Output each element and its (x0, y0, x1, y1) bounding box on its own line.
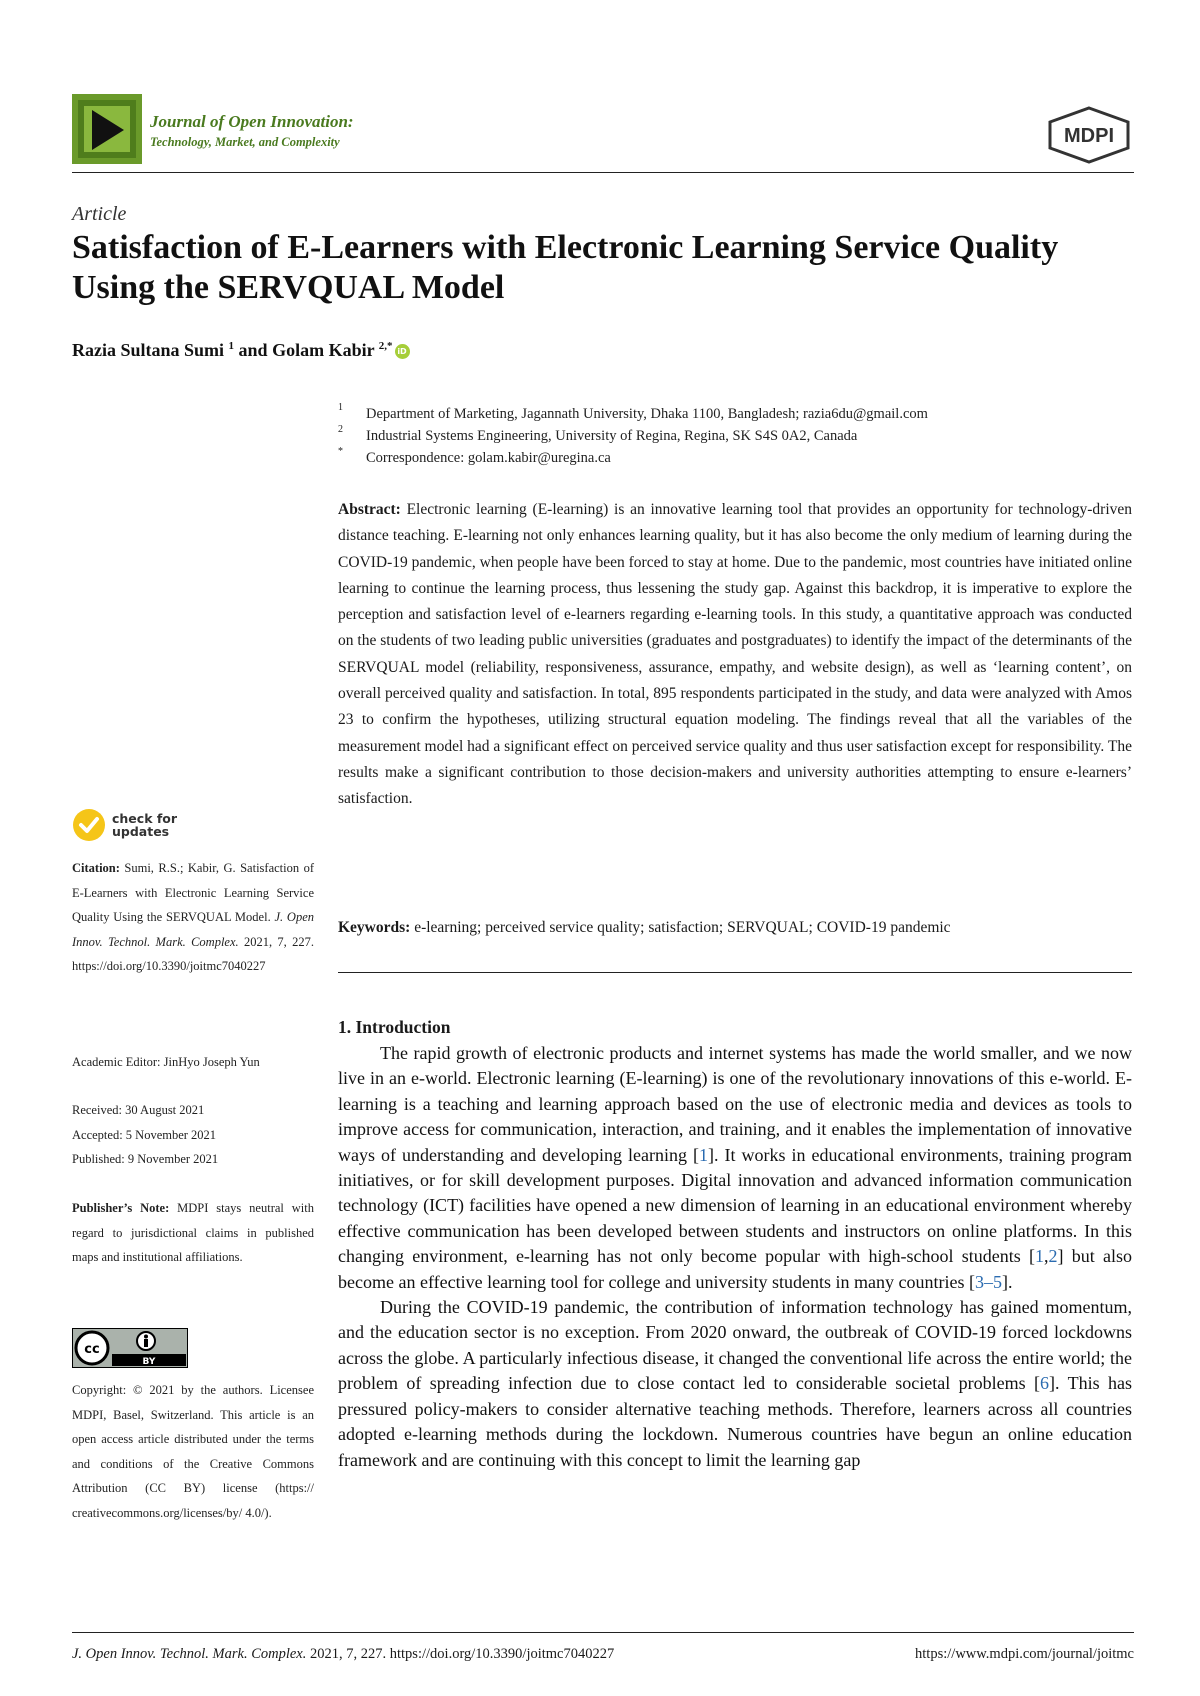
journal-name: Journal of Open Innovation: (150, 112, 354, 131)
article-type: Article (72, 203, 127, 225)
mdpi-logo-text: MDPI (1064, 125, 1114, 147)
author-list (72, 340, 410, 361)
received-date: Received: 30 August 2021 (72, 1103, 205, 1117)
publisher-note-text: MDPI stays neutral with regard to jurisdictional claims in published maps and institutional affiliations. (72, 1201, 315, 1264)
affiliation-mark: 2 (338, 424, 343, 435)
header-divider (72, 172, 1134, 173)
paragraph-text: ]. This has pressured policy-makers to consider alternative teaching methods. Therefore, learners across all countries adopted e-learning methods during the lockdown. Numerous countries have begun an online education framework and are continuing with this concept to limit the learning gap (338, 1373, 1132, 1470)
citation-block (72, 856, 314, 979)
affiliation-text: Industrial Systems Engineering, University of Regina, Regina, SK S4S 0A2, Canada (366, 428, 858, 444)
paragraph-text: ] but also become an effective learning tool for college and university students in many countries [ (338, 1246, 1132, 1292)
paragraph (338, 1041, 1132, 1295)
correspondence-text: Correspondence: golam.kabir@uregina.ca (366, 450, 611, 466)
accepted-date: Accepted: 5 November 2021 (72, 1127, 217, 1142)
publisher-note (72, 1196, 314, 1270)
paper-title: Satisfaction of E-Learners with Electronic Learning Service Quality Using the SERVQUAL Model (72, 229, 1059, 306)
svg-text:cc: cc (84, 1342, 100, 1357)
footer-citation (72, 1646, 614, 1663)
section-divider (338, 972, 1132, 973)
citation-text: Sumi, R.S.; Kabir, G. Satisfaction of E-Learners with Electronic Learning Service Quality Using the SERVQUAL Model. (72, 861, 315, 924)
abstract-label: Abstract: (338, 501, 401, 518)
citation-link[interactable]: 3–5 (974, 1271, 1002, 1292)
footer-journal-url[interactable]: https://www.mdpi.com/journal/joitmc (915, 1646, 1134, 1662)
keywords (338, 915, 1132, 941)
affiliation-item (338, 402, 1138, 428)
paragraph-text: ]. It works in educational environments, training program initiatives, or for skill development purposes. Digital innovation and advanced information communication technology (ICT) facilities have opened a new dimension of learning in an educational environment whereby effective communication has been developed between students and instructors on online platforms. In this changing environment, e-learning has not only become popular with high-school students [ (338, 1144, 1132, 1267)
paragraph (338, 1295, 1132, 1473)
affiliation-text: Department of Marketing, Jagannath University, Dhaka 1100, Bangladesh; razia6du@gmail.com (366, 406, 928, 422)
citation-link[interactable]: 6 (1040, 1373, 1050, 1394)
check-updates-line: updates (112, 824, 170, 839)
cc-by-license-icon[interactable] (72, 1328, 188, 1368)
check-for-updates-button[interactable] (72, 808, 177, 842)
affiliation-mark: * (338, 446, 343, 457)
journal-logo-icon (72, 94, 142, 164)
check-updates-label (112, 812, 177, 838)
citation-link[interactable]: 1 (1035, 1246, 1045, 1267)
check-updates-icon (72, 808, 106, 842)
academic-editor: Academic Editor: JinHyo Joseph Yun (72, 1055, 260, 1069)
section-heading: 1. Introduction (338, 1017, 451, 1037)
check-updates-line: check for (112, 811, 178, 826)
abstract-text: Electronic learning (E-learning) is an innovative learning tool that provides an opportunity for technology-driven distance teaching. E-learning not only enhances learning quality, but it has also become the only medium of learning during the COVID-19 pandemic, when people have been forced to stay at home. Due to the pandemic, most countries have initiated online learning to continue the learning process, thus lessening the study gap. Against this backdrop, it is imperative to explore the perception and satisfaction level of e-learners regarding e-learning tools. In this study, a quantitative approach was conducted on the students of two leading public universities (graduates and postgraduates) to identify the impact of the determinants of the SERVQUAL model (reliability, responsiveness, assurance, empathy, and website design), as well as ‘learning content’, on overall perceived quality and satisfaction. In total, 895 respondents participated in the study, and data were analyzed with Amos 23 to confirm the hypotheses, utilizing structural equation modeling. The findings reveal that all the variables of the measurement model had a significant effect on perceived service quality and thus user satisfaction except for responsibility. The results make a significant contribution to those decision-makers and university authorities attempting to ensure e-learners’ satisfaction. (338, 501, 1133, 808)
keywords-text: e-learning; perceived service quality; satisfaction; SERVQUAL; COVID-19 pandemic (414, 919, 951, 936)
paragraph-text: ]. (1001, 1271, 1013, 1292)
copyright-notice: Copyright: © 2021 by the authors. Licensee MDPI, Basel, Switzerland. This article is an open access article distributed under the terms and conditions of the Creative Commons Attribution (CC BY) license (https:// creativecommons.org/licenses/by/ 4.0/). (72, 1383, 314, 1520)
abstract (338, 497, 1132, 813)
keywords-label: Keywords: (338, 919, 411, 936)
author-name: Golam Kabir (272, 340, 375, 360)
mdpi-logo-icon (1046, 106, 1132, 164)
citation-doi[interactable]: 2021, 7, 227. https://doi.org/10.3390/joitmc7040227 (72, 934, 315, 973)
publication-dates (72, 1098, 314, 1172)
paragraph-text: During the COVID-19 pandemic, the contribution of information technology has gained momentum, and the education sector is no exception. From 2020 onward, the outbreak of COVID-19 forced lockdowns across the globe. A particularly infectious disease, it changed the conventional life across the entire world; the problem of spreading infection due to close contact led to considerable societal problems [ (338, 1297, 1132, 1394)
paragraph-text: The rapid growth of electronic products and internet systems has made the world smaller, and we now live in an e-world. Electronic learning (E-learning) is one of the revolutionary innovations of this e-world. E-learning is a teaching and learning approach based on the use of electronic media and devices as tools to improve access for communication, interaction, and training, and it enables the implementation of innovative ways of understanding and developing learning [ (338, 1043, 1132, 1165)
journal-title (150, 112, 354, 150)
footer-doi[interactable]: 2021, 7, 227. https://doi.org/10.3390/joitmc7040227 (310, 1646, 615, 1662)
footer-divider (72, 1632, 1134, 1633)
affiliation-mark: 1 (338, 402, 343, 413)
author-name: Razia Sultana Sumi (72, 340, 225, 360)
affiliation-item (338, 446, 1138, 472)
orcid-icon[interactable]: iD (395, 344, 410, 359)
citation-link[interactable]: 1 (699, 1144, 708, 1165)
journal-subtitle: Technology, Market, and Complexity (150, 135, 340, 149)
paragraph-text: , (1044, 1246, 1049, 1267)
citation-journal: J. Open Innov. Technol. Mark. Complex. (72, 910, 315, 949)
published-date: Published: 9 November 2021 (72, 1152, 219, 1166)
citation-label: Citation: (72, 861, 120, 875)
author-affiliation-mark: 1 (228, 340, 235, 352)
publisher-note-label: Publisher’s Note: (72, 1201, 170, 1215)
author-conjunction: and (238, 340, 268, 360)
affiliation-list (338, 402, 1138, 472)
affiliation-item (338, 424, 1138, 450)
author-affiliation-mark: 2,* (378, 340, 393, 352)
cc-by-label: BY (142, 1357, 156, 1367)
footer-journal: J. Open Innov. Technol. Mark. Complex. (72, 1646, 307, 1662)
citation-link[interactable]: 2 (1048, 1246, 1058, 1267)
introduction-body (338, 1041, 1132, 1473)
